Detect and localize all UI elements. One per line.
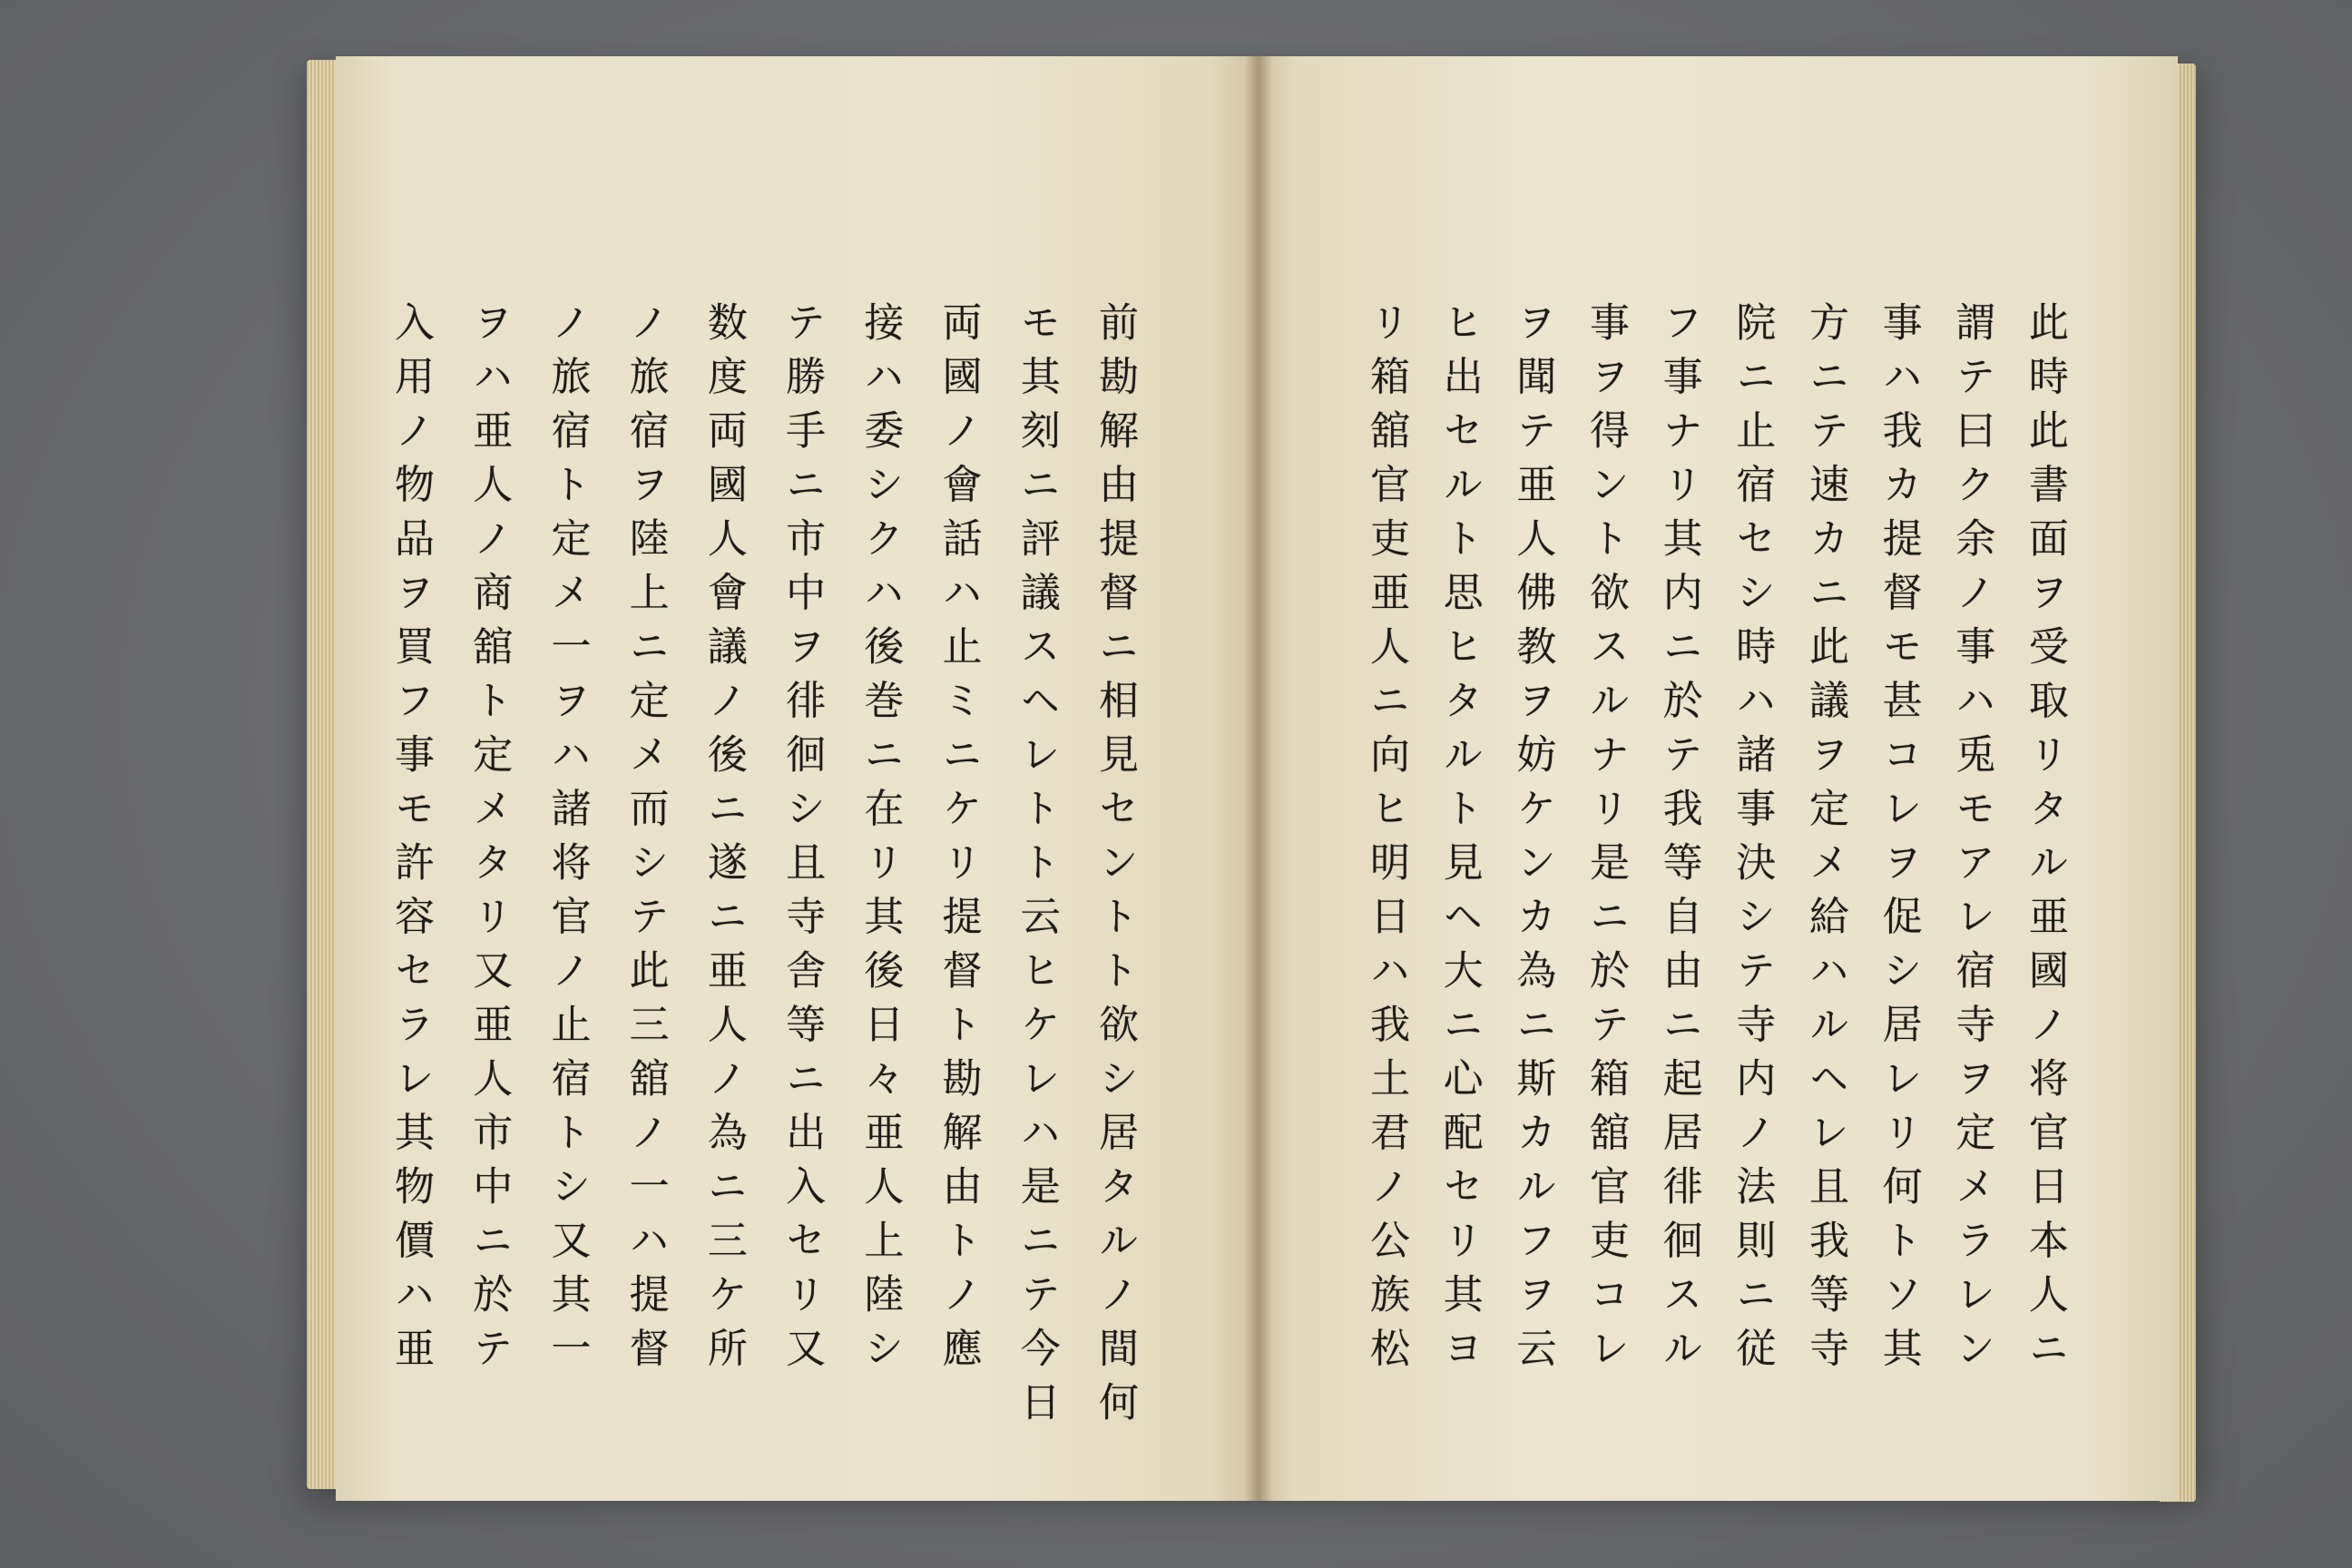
right-column-8: ヲ聞テ亜人佛教ヲ妨ケンカ為ニ斯カルフヲ云 xyxy=(1509,301,1556,1381)
left-column-2: モ其刻ニ評議スヘレトト云ヒケレハ是ニテ今日 xyxy=(1013,301,1060,1436)
book-gutter xyxy=(1245,56,1272,1501)
right-column-4: 方ニテ速カニ此議ヲ定メ給ハルヘレ且我等寺 xyxy=(1801,301,1848,1381)
left-column-8: ノ旅宿ト定メ一ヲハ諸将官ノ止宿トシ又其一 xyxy=(544,301,591,1381)
right-page-text xyxy=(1363,301,2068,1445)
right-column-2: 謂テ曰ク余ノ事ハ兎モアレ宿寺ヲ定メラレン xyxy=(1948,301,1995,1381)
right-column-6: フ事ナリ其内ニ於テ我等自由ニ起居徘徊スル xyxy=(1655,301,1702,1381)
left-column-4: 接ハ委シクハ後巻ニ在リ其後日々亜人上陸シ xyxy=(857,301,904,1381)
right-column-7: 事ヲ得ント欲スルナリ是ニ於テ箱舘官吏コレ xyxy=(1582,301,1629,1381)
left-column-6: 数度両國人會議ノ後ニ遂ニ亜人ノ為ニ三ケ所 xyxy=(700,301,747,1381)
left-column-5: テ勝手ニ市中ヲ徘徊シ且寺舎等ニ出入セリ又 xyxy=(779,301,826,1381)
right-column-10: リ箱舘官吏亜人ニ向ヒ明日ハ我土君ノ公族松 xyxy=(1363,301,1409,1381)
left-column-9: ヲハ亜人ノ商舘ト定メタリ又亜人市中ニ於テ xyxy=(466,301,513,1381)
left-column-1: 前勘解由提督ニ相見セントト欲シ居タルノ間何 xyxy=(1091,301,1138,1436)
left-page xyxy=(336,56,1257,1501)
right-page xyxy=(1257,56,2178,1501)
left-page-text xyxy=(387,301,1138,1445)
left-column-10: 入用ノ物品ヲ買フ事モ許容セラレ其物價ハ亜 xyxy=(387,301,434,1381)
right-column-5: 院ニ止宿セシ時ハ諸事決シテ寺内ノ法則ニ従 xyxy=(1729,301,1776,1381)
right-column-3: 事ハ我カ提督モ甚コレヲ促シ居レリ何トソ其 xyxy=(1875,301,1922,1381)
left-column-7: ノ旅宿ヲ陸上ニ定メ而シテ此三舘ノ一ハ提督 xyxy=(622,301,669,1381)
right-column-9: ヒ出セルト思ヒタルト見ヘ大ニ心配セリ其ヨ xyxy=(1436,301,1483,1381)
left-column-3: 両國ノ會話ハ止ミニケリ提督ト勘解由トノ應 xyxy=(935,301,982,1381)
right-column-1: 此時此書面ヲ受取リタル亜國ノ将官日本人ニ xyxy=(2021,301,2068,1381)
